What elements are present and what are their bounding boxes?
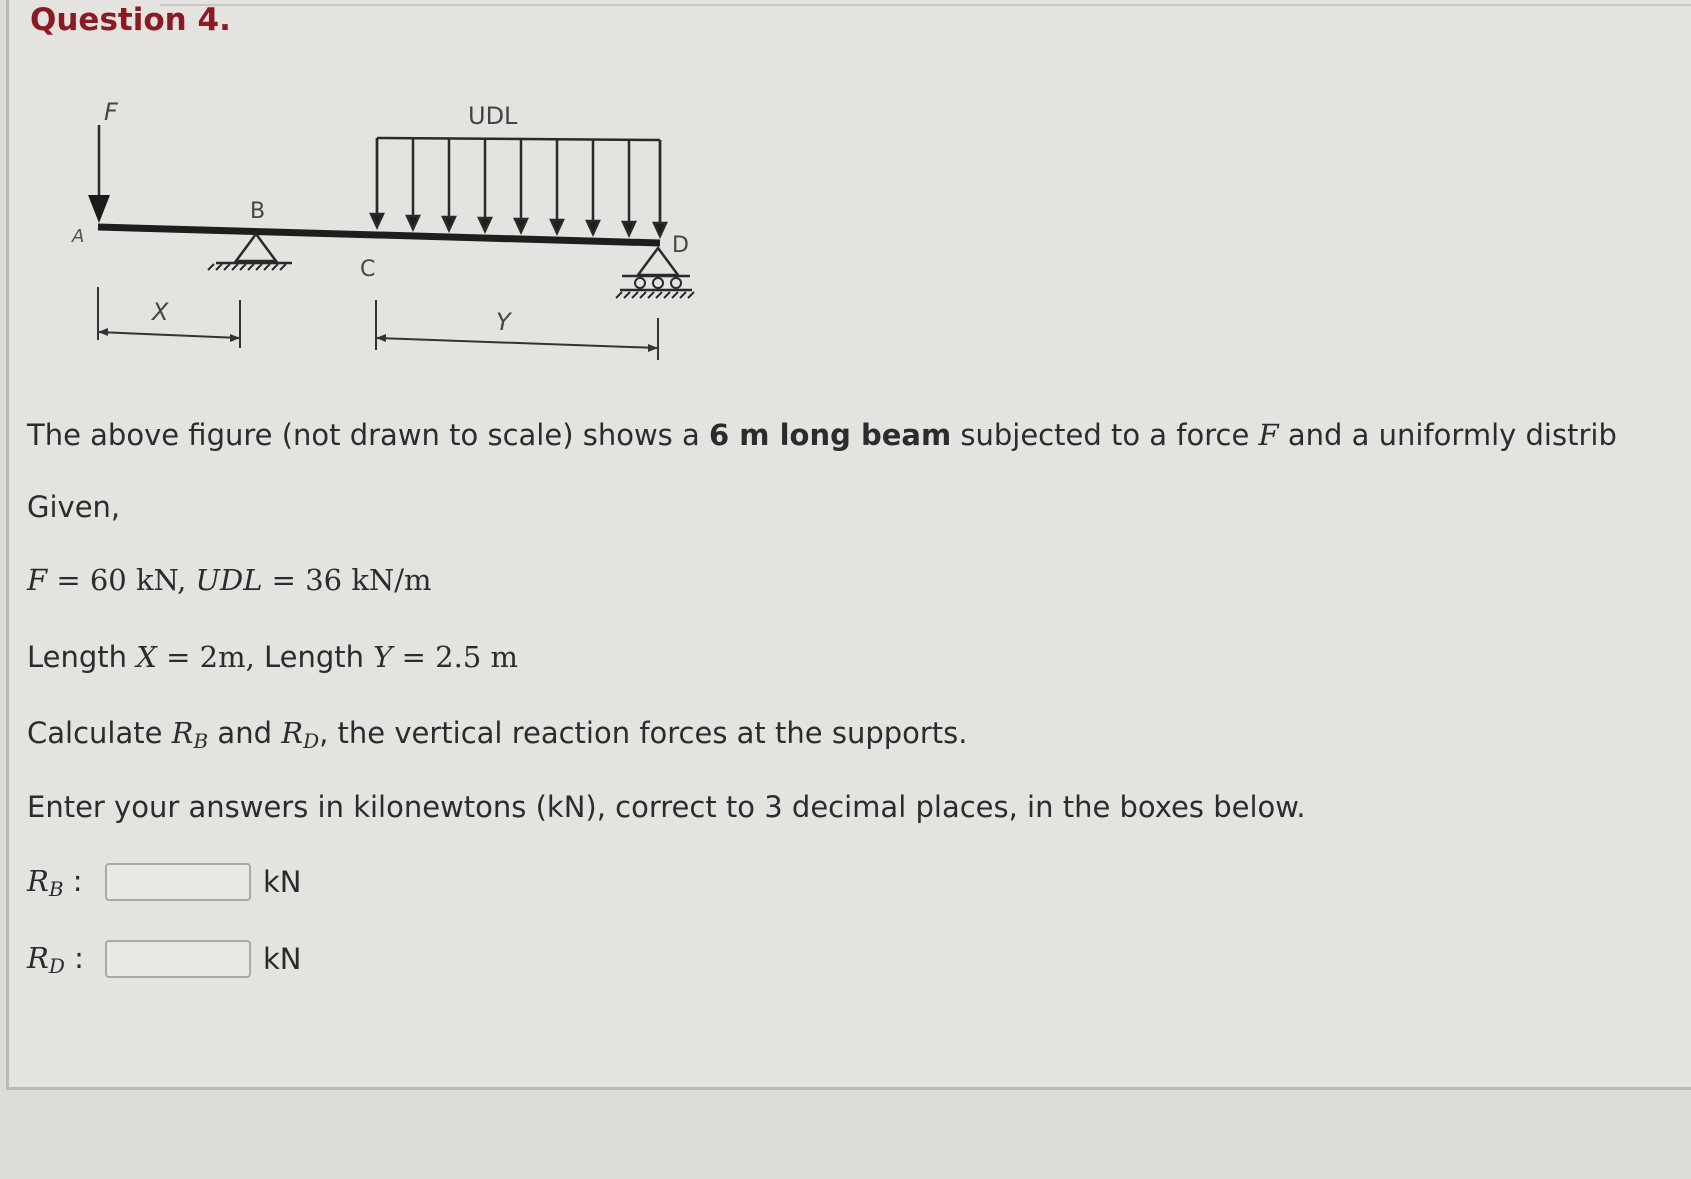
answer-row-rb [27, 860, 302, 904]
length-x-value: = 2m, [156, 640, 265, 674]
intro-text-end: and a uniformly distrib [1278, 418, 1617, 452]
given-udl-value: = 36 kN/m [262, 563, 432, 597]
calc-text-start: Calculate [27, 716, 172, 750]
rb-colon: : [63, 863, 83, 898]
length-x-symbol: X [136, 640, 157, 674]
rd-symbol: R [27, 940, 49, 975]
support-b-pin [208, 234, 292, 270]
answer-row-rd [27, 937, 302, 981]
label-udl: UDL [468, 102, 518, 130]
label-a: A [72, 226, 85, 247]
given-udl-symbol: UDL [195, 563, 263, 597]
label-c: C [360, 257, 376, 282]
rd-answer-input[interactable] [105, 940, 251, 978]
question-title: Question 4. [30, 2, 231, 38]
rb-symbol: R [27, 863, 49, 898]
calc-text-and: and [208, 716, 282, 750]
rb-label [27, 864, 105, 901]
length-x-label: Length [27, 640, 137, 674]
intro-bold-beam: 6 m long beam [709, 418, 952, 452]
calc-rb-symbol: R [171, 716, 194, 750]
rb-subscript: B [48, 876, 64, 901]
rb-answer-input[interactable] [105, 863, 251, 901]
rd-colon: : [64, 940, 84, 975]
calc-rd-subscript: D [303, 729, 320, 753]
intro-text-mid: subjected to a force [951, 418, 1259, 452]
length-y-symbol: Y [373, 640, 393, 674]
label-b: B [250, 199, 266, 224]
answer-instructions: Enter your answers in kilonewtons (kN), correct to 3 decimal places, in the boxes below. [27, 790, 1306, 824]
top-divider [160, 4, 1691, 6]
udl-load [371, 138, 666, 236]
given-lengths [27, 640, 518, 674]
dimension-x [98, 287, 240, 348]
calc-text-end: , the vertical reaction forces at the supports. [319, 716, 968, 750]
rd-label [27, 941, 105, 978]
label-y: Y [496, 308, 511, 336]
label-d: D [672, 233, 689, 258]
label-f: F [104, 98, 118, 126]
beam-figure [60, 90, 760, 380]
dimension-y [376, 300, 658, 360]
calc-rd-symbol: R [281, 716, 304, 750]
calc-rb-subscript: B [193, 729, 209, 753]
intro-text-start: The above figure (not drawn to scale) shows a [27, 418, 709, 452]
label-x: X [152, 298, 169, 326]
length-y-label: Length [264, 640, 374, 674]
given-values [27, 563, 432, 597]
rd-subscript: D [48, 953, 65, 978]
rd-unit: kN [263, 942, 302, 976]
intro-force-symbol: F [1258, 418, 1279, 452]
calculate-instruction [27, 716, 968, 753]
force-f-arrow [88, 125, 110, 223]
given-f-value: = 60 kN, [47, 563, 196, 597]
given-f-symbol: F [27, 563, 48, 597]
rb-unit: kN [263, 865, 302, 899]
given-label: Given, [27, 490, 121, 524]
intro-paragraph [27, 418, 1617, 452]
beam [98, 227, 660, 243]
length-y-value: = 2.5 m [392, 640, 519, 674]
